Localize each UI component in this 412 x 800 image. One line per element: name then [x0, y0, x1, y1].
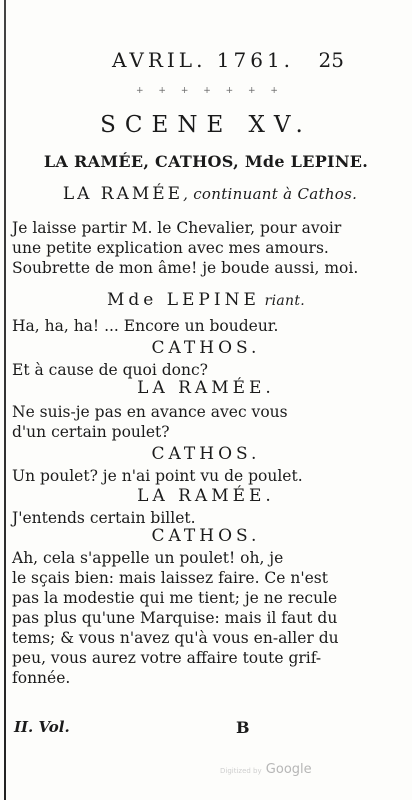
speaker-name: LA RAMÉE. [137, 486, 275, 506]
text-line: tems; & vous n'avez qu'à vous en-aller du [12, 629, 339, 647]
dialogue-text [12, 316, 400, 336]
text-line: une petite explication avec mes amours. [12, 239, 329, 257]
dialogue-text [12, 508, 400, 528]
scene-title: SCENE XV. [100, 112, 312, 138]
text-line: Ah, cela s'appelle un poulet! oh, je [12, 549, 284, 567]
stage-direction: , continuant à Cathos. [183, 185, 358, 203]
text-line: peu, vous aurez votre affaire toute grif- [12, 649, 322, 667]
speaker-name: CATHOS. [151, 526, 261, 546]
text-line: le sçais bien: mais laissez faire. Ce n'est [12, 569, 328, 587]
speaker-name: CATHOS. [151, 444, 261, 464]
page-header [0, 48, 412, 76]
running-title: AVRIL. 1761. [111, 48, 295, 72]
dialogue-text [12, 466, 400, 486]
page-number: 25 [318, 48, 344, 72]
text-line: pas la modestie qui me tient; je ne recule [12, 589, 338, 607]
text-line: Soubrette de mon âme! je boude aussi, moi. [12, 259, 359, 277]
speaker-name: LA RAMÉE. [137, 378, 275, 398]
page-footer [14, 718, 404, 740]
text-line: J'entends certain billet. [12, 509, 196, 527]
watermark [220, 762, 312, 777]
speaker-heading [0, 444, 412, 464]
speaker-name: CATHOS. [151, 338, 261, 358]
watermark-name: Google [265, 762, 312, 777]
text-line: d'un certain poulet? [12, 423, 170, 441]
dialogue-text [12, 218, 400, 278]
text-line: Ha, ha, ha! ... Encore un boudeur. [12, 317, 279, 335]
text-line: Un poulet? je n'ai point vu de poulet. [12, 467, 303, 485]
speaker-heading [0, 486, 412, 506]
speaker-heading [0, 338, 412, 358]
ornament-divider: + + + + + + + [136, 86, 284, 96]
signature-mark: B [236, 718, 250, 737]
speaker-name: Mde LEPINE [106, 290, 260, 310]
text-line: pas plus qu'une Marquise: mais il faut du [12, 609, 338, 627]
dialogue-text [12, 402, 400, 442]
speaker-heading [0, 290, 412, 310]
stage-direction: riant. [259, 293, 306, 309]
text-line: fonnée. [12, 669, 71, 687]
speaker-heading [0, 378, 412, 398]
text-line: Je laisse partir M. le Chevalier, pour avoir [12, 219, 342, 237]
first-speaker-heading [20, 184, 400, 204]
text-line: Et à cause de quoi donc? [12, 361, 208, 379]
volume-label: II. Vol. [14, 718, 70, 736]
dialogue-text [12, 360, 400, 380]
text-line: Ne suis-je pas en avance avec vous [12, 403, 288, 421]
cast-list: LA RAMÉE, CATHOS, Mde LEPINE. [43, 152, 369, 171]
watermark-prefix: Digitized by [220, 767, 262, 775]
speaker-name: LA RAMÉE [62, 184, 184, 204]
speaker-heading [0, 526, 412, 546]
dialogue-text [12, 548, 400, 688]
